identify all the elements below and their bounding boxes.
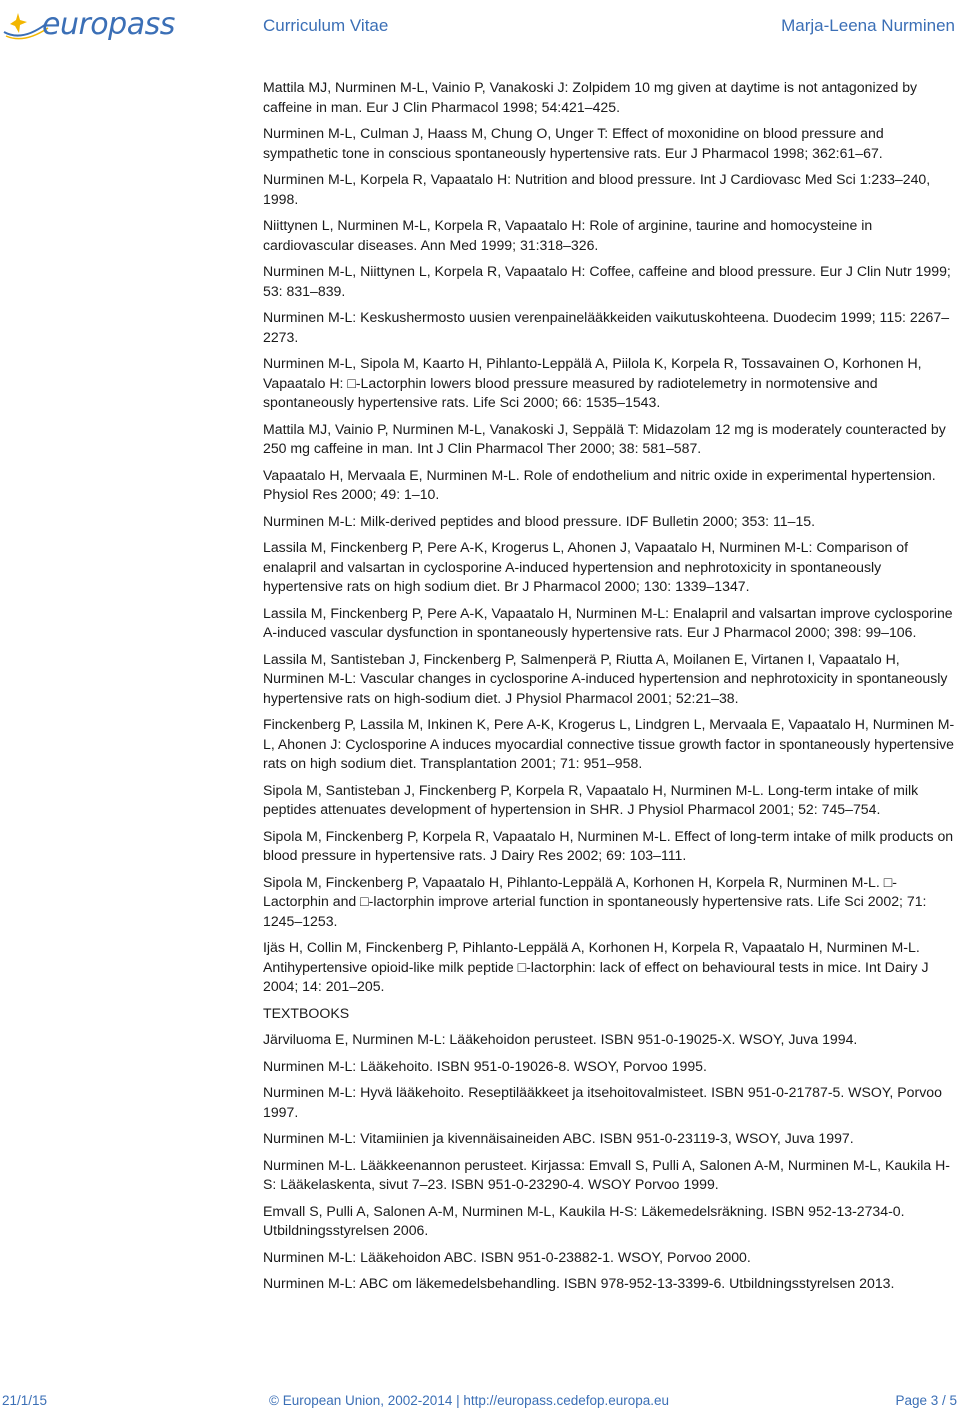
publication-entry: Nurminen M-L: Milk-derived peptides and blood pressure. IDF Bulletin 2000; 353: 11–15.: [263, 512, 816, 529]
europass-logo-text: europass: [42, 7, 175, 42]
publication-entry: Ijäs H, Collin M, Finckenberg P, Pihlanto-Leppälä A, Korhonen H, Korpela R, Vapaatalo H, Nurminen M-L. Antihypertensive opioid-like milk peptide □-lactorphin: lack of effect on behavioural tests in mice. Int Dairy J 2004; 14: 201–205.: [263, 939, 929, 994]
publication-entry: Vapaatalo H, Mervaala E, Nurminen M-L. Role of endothelium and nitric oxide in experimental hypertension. Physiol Res 2000; 49: 1–10.: [263, 466, 936, 502]
publication-entry: Lassila M, Santisteban J, Finckenberg P, Salmenperä P, Riutta A, Moilanen E, Virtanen I, Vapaatalo H, Nurminen M-L: Vascular changes in cyclosporine A-induced hypertension and nephrotoxicity in spontaneously hypertensive rats on high-sodium diet. J Physiol Pharmacol 2001; 52:21–38.: [263, 650, 948, 706]
textbook-entry: Nurminen M-L: ABC om läkemedelsbehandling. ISBN 978-952-13-3399-6. Utbildningsstyrelsen 2013.: [263, 1275, 895, 1291]
europass-logo: [2, 2, 175, 46]
textbook-entry: Emvall S, Pulli A, Salonen A-M, Nurminen M-L, Kaukila H-S: Läkemedelsräkning. ISBN 952-13-2734-0. Utbildningsstyrelsen 2006.: [263, 1202, 905, 1238]
page-header: [0, 0, 960, 50]
publications-content: [263, 78, 960, 1301]
publication-entry: Sipola M, Finckenberg P, Korpela R, Vapaatalo H, Nurminen M-L. Effect of long-term intake of milk products on blood pressure in hypertensive rats. J Dairy Res 2002; 69: 103–111.: [263, 827, 954, 863]
textbooks-heading: TEXTBOOKS: [263, 1004, 350, 1021]
person-name: Marja-Leena Nurminen: [781, 16, 955, 35]
textbook-entry: Nurminen M-L: Lääkehoito. ISBN 951-0-19026-8. WSOY, Porvoo 1995.: [263, 1057, 707, 1074]
textbook-entry: Nurminen M-L: Lääkehoidon ABC. ISBN 951-0-23882-1. WSOY, Porvoo 2000.: [263, 1248, 751, 1265]
footer-copyright: © European Union, 2002-2014: [269, 1393, 453, 1408]
publication-entry: Sipola M, Finckenberg P, Vapaatalo H, Pihlanto-Leppälä A, Korhonen H, Korpela R, Nurminen M-L. □-Lactorphin and □-lactorphin improve arterial function in spontaneously hypertensive rats. Life Sci 2002; 71: 1245–1253.: [263, 873, 927, 929]
publication-entry: Lassila M, Finckenberg P, Pere A-K, Vapaatalo H, Nurminen M-L: Enalapril and valsartan improve cyclosporine A-induced vascular dysfunction in spontaneously hypertensive rats. Eur J Pharmacol 2000; 398: 99–106.: [263, 604, 953, 640]
textbook-entry: Nurminen M-L: Vitamiinien ja kivennäisaineiden ABC. ISBN 951-0-23119-3, WSOY, Juva 1997.: [263, 1130, 854, 1146]
publication-entry: Sipola M, Santisteban J, Finckenberg P, Korpela R, Vapaatalo H, Nurminen M-L. Long-term intake of milk peptides attenuates development of hypertension in SHR. J Physiol Pharmacol 2001; 52: 745–754.: [263, 781, 919, 817]
footer-date: 21/1/15: [2, 1393, 48, 1408]
footer-copyright-block: [269, 1393, 669, 1408]
publication-entry: Nurminen M-L, Culman J, Haass M, Chung O, Unger T: Effect of moxonidine on blood pressure and sympathetic tone in conscious spontaneously hypertensive rats. Eur J Pharmacol 1998; 362:61–67.: [263, 125, 884, 161]
page-footer: [0, 1393, 960, 1413]
footer-url-link[interactable]: http://europass.cedefop.europa.eu: [463, 1393, 670, 1408]
textbook-entry: Nurminen M-L. Lääkkeenannon perusteet. Kirjassa: Emvall S, Pulli A, Salonen A-M, Nurminen M-L, Kaukila H-S: Lääkelaskenta, sivut 7–23. ISBN 951-0-23290-4. WSOY Porvoo 1999.: [263, 1156, 950, 1192]
footer-separator: |: [456, 1393, 460, 1408]
publication-entry: Niittynen L, Nurminen M-L, Korpela R, Vapaatalo H: Role of arginine, taurine and homocysteine in cardiovascular diseases. Ann Med 1999; 31:318–326.: [263, 217, 873, 253]
textbook-entry: Nurminen M-L: Hyvä lääkehoito. Reseptilääkkeet ja itsehoitovalmisteet. ISBN 951-0-21787-5. WSOY, Porvoo 1997.: [263, 1084, 942, 1120]
publication-entry: Mattila MJ, Vainio P, Nurminen M-L, Vanakoski J, Seppälä T: Midazolam 12 mg is moderately counteracted by 250 mg caffeine in man. Int J Clin Pharmacol Ther 2000; 38: 581–587.: [263, 420, 946, 456]
publication-entry: Nurminen M-L, Korpela R, Vapaatalo H: Nutrition and blood pressure. Int J Cardiovasc Med Sci 1:233–240, 1998.: [263, 171, 931, 207]
publication-entry: Nurminen M-L, Sipola M, Kaarto H, Pihlanto-Leppälä A, Piilola K, Korpela R, Tossavainen O, Korhonen H, Vapaatalo H: □-Lactorphin lowers blood pressure measured by radiotelemetry in normotensive and spontaneously hypertensive rats. Life Sci 2000; 66: 1535–1543.: [263, 355, 922, 410]
publication-entry: Nurminen M-L: Keskushermosto uusien verenpainelääkkeiden vaikutuskohteena. Duodecim 1999; 115: 2267–2273.: [263, 309, 950, 345]
footer-page-number: Page 3 / 5: [895, 1393, 957, 1408]
publication-entry: Mattila MJ, Nurminen M-L, Vainio P, Vanakoski J: Zolpidem 10 mg given at daytime is not antagonized by caffeine in man. Eur J Clin Pharmacol 1998; 54:421–425.: [263, 79, 918, 115]
publication-entry: Finckenberg P, Lassila M, Inkinen K, Pere A-K, Krogerus L, Lindgren L, Mervaala E, Vapaatalo H, Nurminen M-L, Ahonen J: Cyclosporine A induces myocardial connective tissue growth factor in spontaneously hypertensive rats on high sodium diet. Transplantation 2001; 71: 951–958.: [263, 716, 955, 771]
publication-entry: Nurminen M-L, Niittynen L, Korpela R, Vapaatalo H: Coffee, caffeine and blood pressure. Eur J Clin Nutr 1999; 53: 831–839.: [263, 263, 951, 299]
document-title: Curriculum Vitae: [263, 16, 389, 35]
publication-entry: Lassila M, Finckenberg P, Pere A-K, Krogerus L, Ahonen J, Vapaatalo H, Nurminen M-L: Comparison of enalapril and valsartan in cyclosporine A-induced hypertension and nephrotoxicity in spontaneously hypertensive rats on high sodium diet. Br J Pharmacol 2000; 130: 1339–1347.: [263, 539, 908, 594]
textbook-entry: Järviluoma E, Nurminen M-L: Lääkehoidon perusteet. ISBN 951-0-19025-X. WSOY, Juva 1994.: [263, 1031, 858, 1047]
